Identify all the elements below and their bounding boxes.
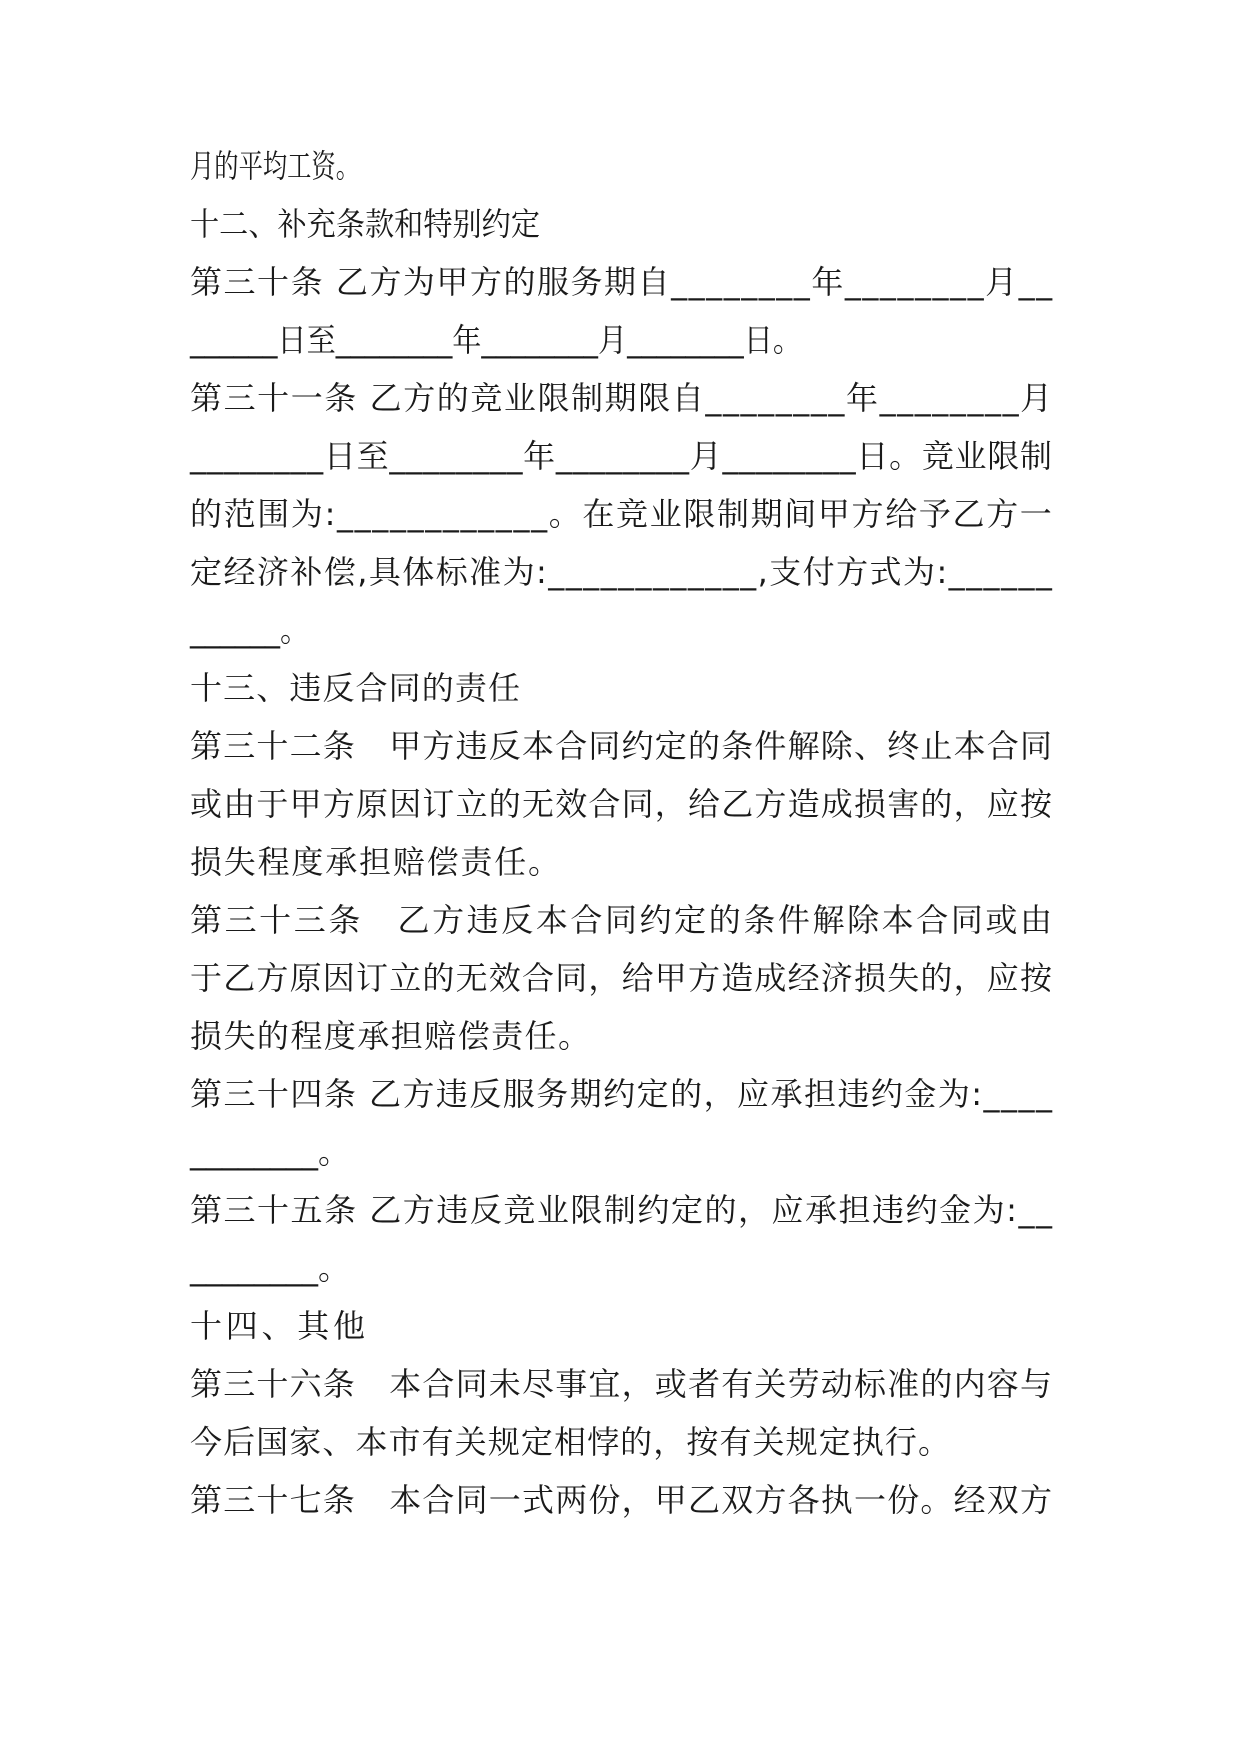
article-31-line-1: 第三十一条 乙方的竞业限制期限自________年________月 bbox=[190, 379, 1054, 417]
article-31-line-5: ______。 bbox=[190, 611, 311, 649]
article-33-line-2: 于乙方原因订立的无效合同，给甲方造成经济损失的，应按 bbox=[190, 959, 1054, 997]
article-32-line-1: 第三十二条 甲方违反本合同约定的条件解除、终止本合同 bbox=[190, 727, 1054, 765]
article-33-line-3: 损失的程度承担赔偿责任。 bbox=[190, 1017, 592, 1055]
section-heading-13: 十三、违反合同的责任 bbox=[190, 669, 522, 707]
article-36-line-2: 今后国家、本市有关规定相悖的，按有关规定执行。 bbox=[190, 1423, 952, 1461]
section-heading-14: 十四、其他 bbox=[190, 1307, 369, 1345]
article-30-line-2: ______日至________年________月________日。 bbox=[190, 321, 803, 359]
article-37-line-1: 第三十七条 本合同一式两份，甲乙双方各执一份。经双方 bbox=[190, 1481, 1054, 1519]
article-35-line-2: ________。 bbox=[190, 1249, 351, 1287]
article-34-line-1: 第三十四条 乙方违反服务期约定的，应承担违约金为:____ bbox=[190, 1075, 1054, 1113]
article-34-line-2: ________。 bbox=[190, 1133, 351, 1171]
article-36-line-1: 第三十六条 本合同未尽事宜，或者有关劳动标准的内容与 bbox=[190, 1365, 1054, 1403]
article-31-line-4: 定经济补偿,具体标准为:____________,支付方式为:______ bbox=[190, 553, 1054, 591]
article-31-line-3: 的范围为:____________。在竞业限制期间甲方给予乙方一 bbox=[190, 495, 1054, 533]
article-35-line-1: 第三十五条 乙方违反竞业限制约定的，应承担违约金为:__ bbox=[190, 1191, 1054, 1229]
article-32-line-3: 损失程度承担赔偿责任。 bbox=[190, 843, 562, 881]
text-line-1: 月的平均工资。 bbox=[190, 147, 361, 185]
article-32-line-2: 或由于甲方原因订立的无效合同，给乙方造成损害的，应按 bbox=[190, 785, 1054, 823]
article-33-line-1: 第三十三条 乙方违反本合同约定的条件解除本合同或由 bbox=[190, 901, 1055, 939]
section-heading-12: 十二、补充条款和特别约定 bbox=[190, 205, 541, 243]
article-31-line-2: ________日至________年________月________日。竞业限制 bbox=[190, 437, 1053, 475]
article-30-line-1: 第三十条 乙方为甲方的服务期自________年________月__ bbox=[190, 263, 1054, 301]
